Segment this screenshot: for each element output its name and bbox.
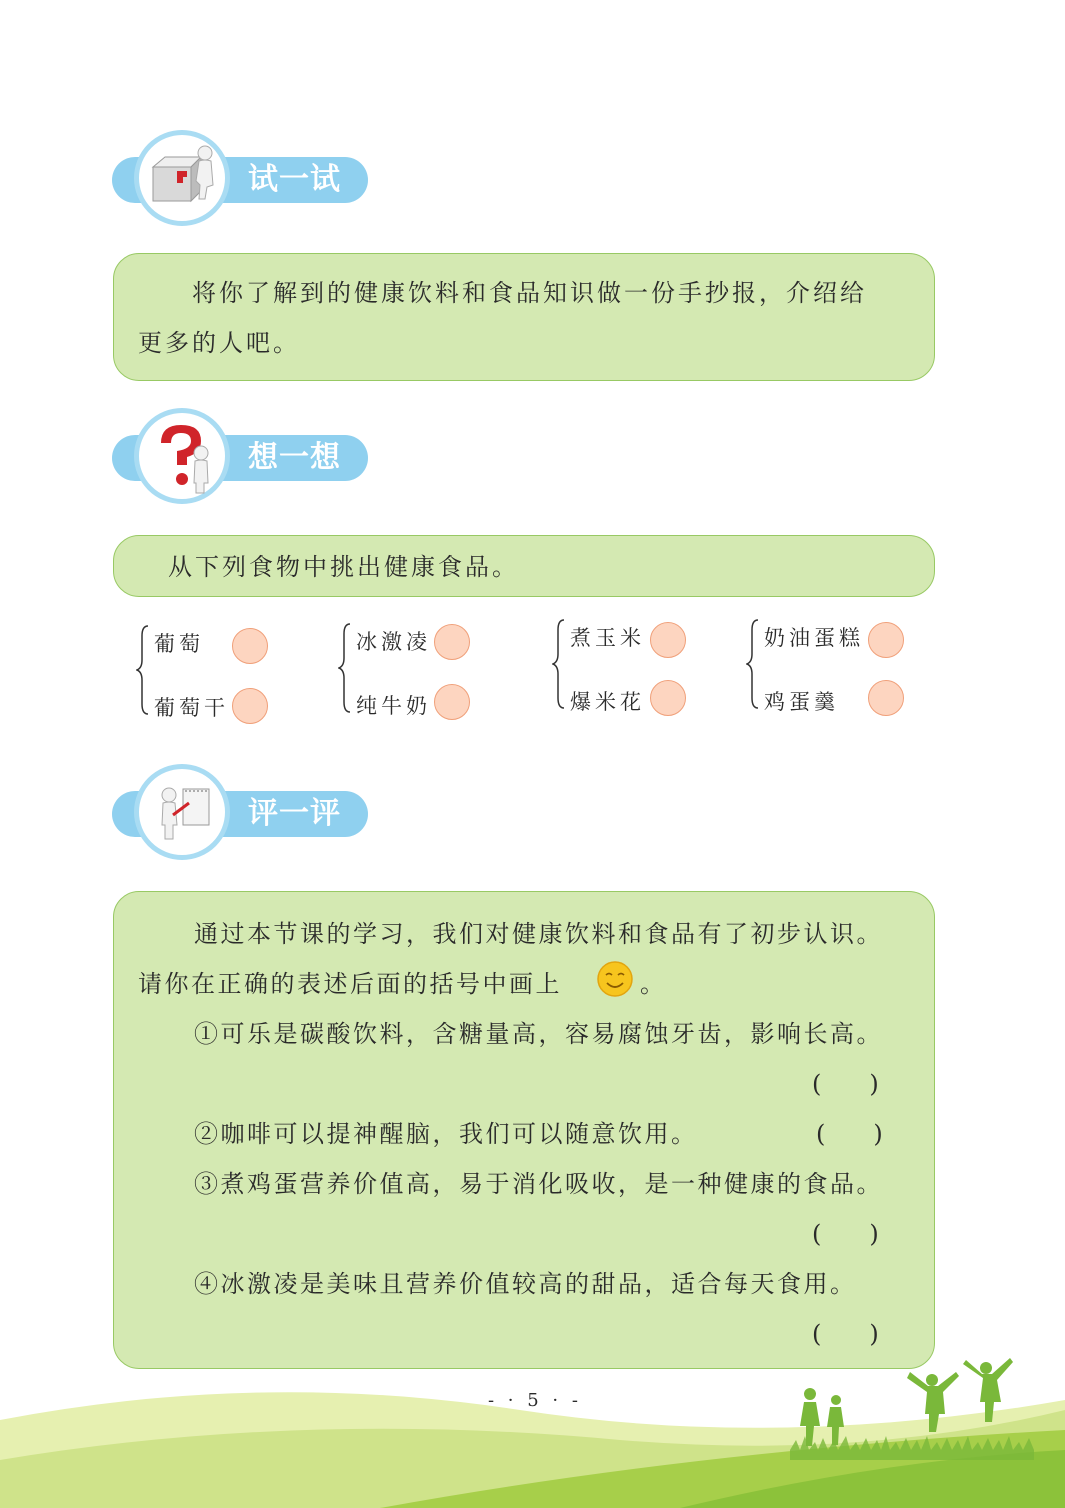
page-number: - · 5 · - [488, 1390, 582, 1411]
food-item: 冰激凌 [356, 630, 431, 654]
answer-circle[interactable] [868, 622, 904, 658]
section-header-evaluate [112, 764, 368, 864]
answer-box-3[interactable]: ( ) [812, 1220, 879, 1248]
answer-circle[interactable] [232, 628, 268, 664]
evaluate-intro-line2: 请你在正确的表述后面的括号中画上 [138, 970, 562, 998]
brace-icon [338, 620, 352, 720]
section-title: 想一想 [248, 440, 341, 475]
food-group-1 [136, 622, 276, 722]
food-item: 爆米花 [570, 690, 645, 714]
smiley-face-icon [596, 960, 634, 998]
food-group-2 [338, 620, 478, 720]
food-item: 鸡蛋羹 [764, 690, 839, 714]
puzzle-figure-icon [134, 130, 230, 226]
brace-icon [746, 616, 760, 716]
question-figure-icon [134, 408, 230, 504]
think-prompt: 从下列食物中挑出健康食品。 [168, 553, 519, 581]
answer-circle[interactable] [650, 622, 686, 658]
food-item: 奶油蛋糕 [764, 626, 864, 650]
answer-box-4[interactable]: ( ) [812, 1320, 879, 1348]
section-title: 试一试 [248, 162, 341, 197]
think-panel [113, 535, 935, 597]
section-title: 评一评 [248, 796, 341, 831]
statement-1: ①可乐是碳酸饮料，含糖量高，容易腐蚀牙齿，影响长高。 [194, 1020, 883, 1048]
brace-icon [136, 622, 150, 722]
evaluate-intro-line2-end: 。 [640, 970, 667, 998]
food-group-4 [746, 616, 916, 716]
answer-circle[interactable] [434, 624, 470, 660]
answer-circle[interactable] [434, 684, 470, 720]
food-item: 葡萄 [154, 632, 204, 656]
children-silhouette-icon [790, 1350, 1060, 1460]
answer-circle[interactable] [650, 680, 686, 716]
statement-3: ③煮鸡蛋营养价值高，易于消化吸收，是一种健康的食品。 [194, 1170, 883, 1198]
evaluate-intro-line1: 通过本节课的学习，我们对健康饮料和食品有了初步认识。 [194, 920, 883, 948]
try-text-line2: 更多的人吧。 [138, 329, 300, 357]
food-item: 纯牛奶 [356, 694, 431, 718]
evaluate-panel [113, 891, 935, 1369]
try-panel [113, 253, 935, 381]
statement-4: ④冰激凌是美味且营养价值较高的甜品，适合每天食用。 [194, 1270, 857, 1298]
try-text-line1: 将你了解到的健康饮料和食品知识做一份手抄报，介绍给 [192, 279, 867, 307]
section-header-think [112, 408, 368, 508]
answer-circle[interactable] [868, 680, 904, 716]
brace-icon [552, 616, 566, 716]
answer-box-2[interactable]: ( ) [816, 1120, 883, 1148]
food-group-3 [552, 616, 692, 716]
section-header-try [112, 130, 368, 230]
statement-2: ②咖啡可以提神醒脑，我们可以随意饮用。 [194, 1120, 698, 1148]
food-item: 煮玉米 [570, 626, 645, 650]
answer-box-1[interactable]: ( ) [812, 1070, 879, 1098]
notepad-figure-icon [134, 764, 230, 860]
food-item: 葡萄干 [154, 696, 229, 720]
answer-circle[interactable] [232, 688, 268, 724]
